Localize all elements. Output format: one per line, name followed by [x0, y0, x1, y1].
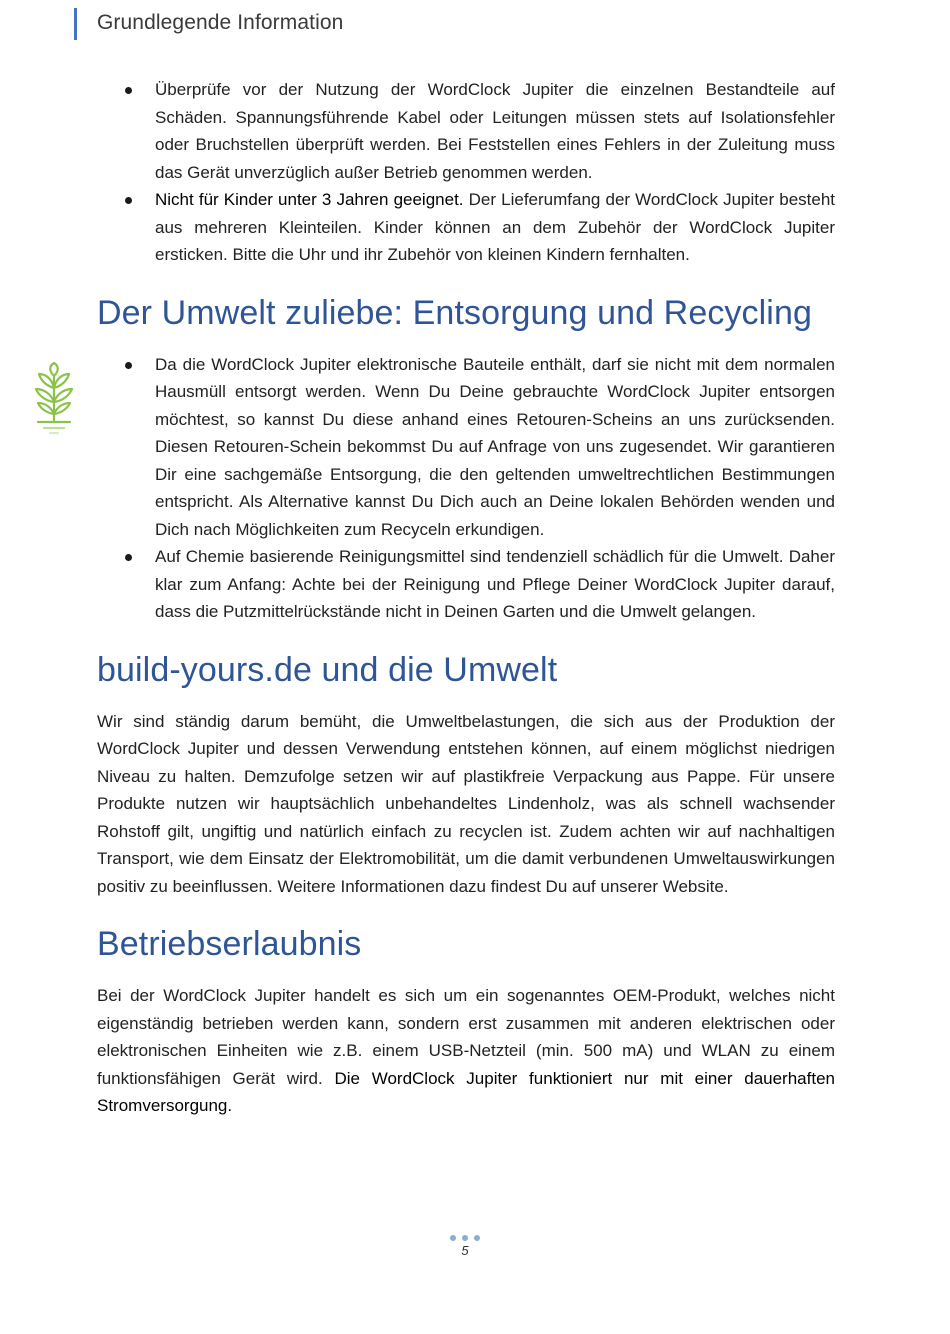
bullet-list-safety — [97, 76, 835, 269]
list-item-text: Auf Chemie basierende Reinigungsmittel sind tendenziell schädlich für die Umwelt. Daher klar zum Anfang: Achte bei der Reinigung und Pflege Deiner WordClock Jupiter darauf, dass die Putzmittelrückstände nicht in Deinen Garten und die Umwelt gelangen. — [155, 547, 835, 621]
page-header — [74, 8, 343, 40]
bullet-icon — [125, 87, 132, 94]
section-heading-environment: build-yours.de und die Umwelt — [97, 650, 558, 689]
paragraph-permit — [97, 982, 835, 1120]
list-item — [97, 351, 835, 544]
header-title: Grundlegende Information — [97, 11, 344, 34]
list-item — [97, 186, 835, 269]
bullet-icon — [125, 554, 132, 561]
list-item — [97, 543, 835, 626]
paragraph-permit-bold-text: Die WordClock Jupiter funktioniert nur mit einer dauerhaften Stromversorgung. — [97, 1068, 835, 1115]
dot-icon — [450, 1235, 456, 1241]
main-content — [97, 76, 835, 1120]
list-item-bold-text: Nicht für Kinder unter 3 Jahren geeignet. — [155, 190, 464, 209]
section-heading-recycling: Der Umwelt zuliebe: Entsorgung und Recycling — [97, 293, 812, 332]
bullet-icon — [125, 362, 132, 369]
plant-icon — [30, 362, 78, 438]
list-item-text: Da die WordClock Jupiter elektronische Bauteile enthält, darf sie nicht mit dem normalen Hausmüll entsorgt werden. Wenn Du Deine gebrauchte WordClock Jupiter entsorgen möchtest, so kannst Du diese anhand eines Retouren-Scheins an uns zurücksenden. Diesen Retouren-Schein bekommst Du auf Anfrage von uns zugesendet. Wir garantieren Dir eine sachgemäße Entsorgung, die den geltenden umweltrechtlichen Bestimmungen entspricht. Als Alternative kannst Du Dich auch an Deine lokalen Behörden wenden und Dich nach Möglichkeiten zum Recyceln erkundigen. — [155, 354, 835, 539]
list-item-text: Der Lieferumfang der WordClock Jupiter besteht aus mehreren Kleinteilen. Kinder können an dem Zubehör der WordClock Jupiter ersticken. Bitte die Uhr und ihr Zubehör von kleinen Kindern fernhalten. — [155, 190, 836, 264]
page-footer — [445, 1233, 485, 1259]
dot-icon — [462, 1235, 468, 1241]
bullet-icon — [125, 197, 132, 204]
footer-dots-icon — [445, 1233, 485, 1243]
bullet-list-recycling — [97, 351, 835, 626]
paragraph-permit-text: Bei der WordClock Jupiter handelt es sich um ein sogenanntes OEM-Produkt, welches nicht eigenständig betrieben werden kann, sondern erst zusammen mit anderen elektrischen oder elektronischen Einheiten wie z.B. einem USB-Netzteil (min. 500 mA) und WLAN zu einem funktionsfähigen Gerät wird. — [97, 986, 835, 1088]
dot-icon — [474, 1235, 480, 1241]
list-item-text: Überprüfe vor der Nutzung der WordClock Jupiter die einzelnen Bestandteile auf Schäden. Spannungsführende Kabel oder Leitungen müssen stets auf Isolationsfehler oder Bruchstellen überprüft werden. Bei Feststellen eines Fehlers in der Zuleitung muss das Gerät unverzüglich außer Betrieb genommen werden. — [155, 80, 835, 182]
page-number: 5 — [461, 1243, 469, 1258]
paragraph-environment: Wir sind ständig darum bemüht, die Umweltbelastungen, die sich aus der Produktion der WordClock Jupiter und dessen Verwendung entstehen können, auf einem möglichst niedrigen Niveau zu halten. Demzufolge setzen wir auf plastikfreie Verpackung aus Pappe. Für unsere Produkte nutzen wir hauptsächlich unbehandeltes Lindenholz, was als schnell wachsender Rohstoff gilt, ungiftig und natürlich einfach zu recyclen ist. Zudem achten wir auf nachhaltigen Transport, wie dem Einsatz der Elektromobilität, um die damit verbundenen Umweltauswirkungen positiv zu beeinflussen. Weitere Informationen dazu findest Du auf unserer Website. — [97, 711, 835, 896]
section-heading-permit: Betriebserlaubnis — [97, 925, 362, 963]
list-item — [97, 76, 835, 186]
